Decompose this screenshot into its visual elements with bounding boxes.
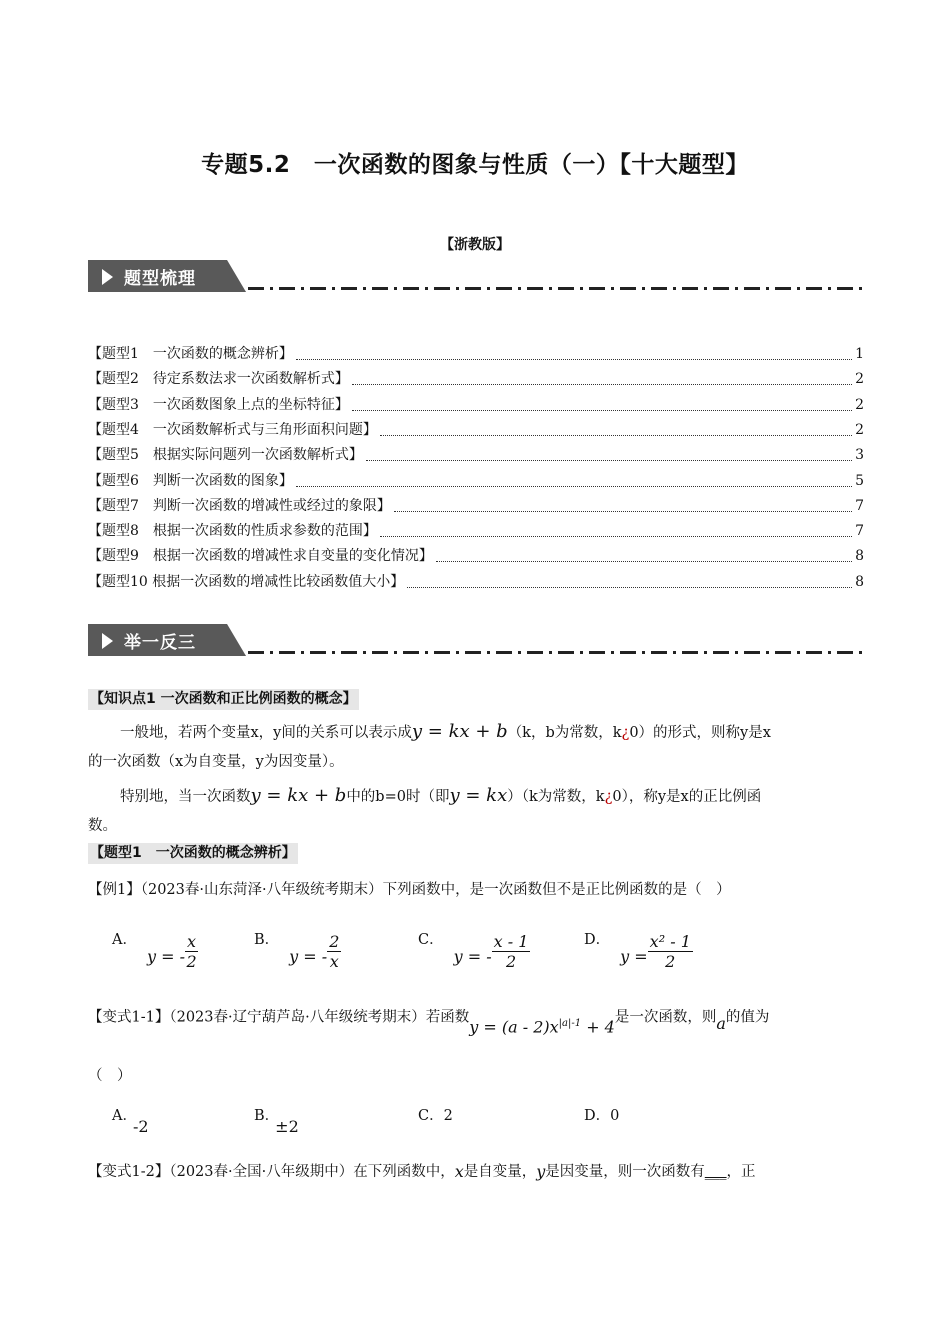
section-banner-examples — [88, 624, 864, 660]
toc-entry-label: 【题型8 根据一次函数的性质求参数的范围】 — [88, 523, 377, 540]
option-b[interactable]: B．±2 — [254, 1108, 299, 1136]
toc-entry-label: 【题型9 根据一次函数的增减性求自变量的变化情况】 — [88, 548, 433, 565]
toc-entry[interactable] — [88, 393, 864, 418]
play-triangle-icon — [102, 633, 113, 649]
dash-divider — [248, 287, 864, 290]
toc-entry[interactable] — [88, 418, 864, 443]
toc-page-number: 8 — [855, 573, 864, 590]
toc-leader-dots — [394, 511, 852, 512]
toc-leader-dots — [352, 384, 852, 385]
variant-1-1-question: 【变式1-1】（2023春·辽宁葫芦岛·八年级统考期末）若函数$y = (a - 2)x^{|a|-1} + 4$是一次函数，则a的值为 — [88, 1009, 770, 1037]
option-c[interactable]: C．2 — [418, 1108, 453, 1124]
toc-page-number: 8 — [855, 548, 864, 565]
toc-entry-label: 【题型6 判断一次函数的图象】 — [88, 472, 293, 489]
variant-1-1-paren: （ ） — [88, 1068, 132, 1084]
toc-page-number: 1 — [855, 346, 864, 362]
toc-entry[interactable] — [88, 544, 864, 569]
option-a[interactable]: A．-2 — [112, 1108, 149, 1136]
toc-entry-label: 【题型10 根据一次函数的增减性比较函数值大小】 — [88, 573, 405, 590]
knowledge-paragraph-2-cont: 数。 — [88, 818, 117, 834]
knowledge-paragraph-1: 一般地，若两个变量x，y间的关系可以表示成y = kx + b（k，b为常数，k¿0）的形式，则称y是x — [120, 721, 771, 742]
knowledge-point-heading: 【知识点1 一次函数和正比例函数的概念】 — [88, 689, 359, 710]
toc-leader-dots — [380, 435, 852, 436]
toc-entry[interactable] — [88, 367, 864, 392]
option-a[interactable]: A．y = - $\frac{x}{2}$ — [112, 932, 197, 971]
toc-entry-label: 【题型3 一次函数图象上点的坐标特征】 — [88, 396, 349, 413]
toc-entry-label: 【题型5 根据实际问题列一次函数解析式】 — [88, 447, 363, 464]
dash-divider — [248, 651, 864, 654]
toc-entry[interactable] — [88, 570, 864, 595]
banner-label: 举一反三 — [124, 633, 196, 653]
toc-leader-dots — [296, 359, 852, 360]
toc-page-number: 2 — [855, 421, 864, 438]
toc-leader-dots — [296, 486, 852, 487]
page-title: 专题5.2 一次函数的图象与性质（一）【十大题型】 — [201, 152, 749, 178]
option-b[interactable]: B．y = - $\frac{2}{x}$ — [254, 932, 340, 971]
option-d[interactable]: D．y = $\frac{\text{x² - 1}}{2}$ — [584, 932, 691, 971]
section-banner-question-types — [88, 260, 864, 296]
toc-leader-dots — [407, 587, 852, 588]
toc-page-number: 2 — [855, 371, 864, 388]
question-type-heading: 【题型1 一次函数的概念辨析】 — [88, 843, 298, 864]
toc-entry-label: 【题型1 一次函数的概念辨析】 — [88, 346, 293, 362]
toc-leader-dots — [436, 561, 852, 562]
knowledge-paragraph-1-cont: 的一次函数（x为自变量，y为因变量）。 — [88, 754, 344, 770]
toc-page-number: 2 — [855, 396, 864, 413]
toc-leader-dots — [366, 460, 852, 461]
toc-entry-label: 【题型7 判断一次函数的增减性或经过的象限】 — [88, 497, 391, 514]
toc-page-number: 5 — [855, 472, 864, 489]
banner-label: 题型梳理 — [124, 269, 196, 289]
toc-leader-dots — [352, 410, 852, 411]
option-d[interactable]: D．0 — [584, 1108, 620, 1124]
toc-page-number: 7 — [855, 497, 864, 514]
formula-linear: y = kx + b — [411, 721, 508, 742]
knowledge-paragraph-2: 特别地，当一次函数y = kx + b中的b=0时（即y = kx）（k为常数，k¿0），称y是x的正比例函 — [120, 785, 762, 806]
toc-page-number: 7 — [855, 523, 864, 540]
toc-entry-label: 【题型4 一次函数解析式与三角形面积问题】 — [88, 421, 377, 438]
option-c[interactable]: C．y = - $\frac{x - 1}{2}$ — [418, 932, 529, 971]
example-1-question: 【例1】（2023春·山东菏泽·八年级统考期末）下列函数中，是一次函数但不是正比例函数的是（ ） — [88, 882, 731, 898]
toc-entry[interactable] — [88, 469, 864, 494]
toc-entry[interactable] — [88, 519, 864, 544]
variant-1-2-question: 【变式1-2】（2023春·全国·八年级期中）在下列函数中，x是自变量，y是因变量，则一次函数有___，正 — [88, 1162, 756, 1181]
toc-entry[interactable] — [88, 342, 864, 367]
toc-entry[interactable] — [88, 443, 864, 468]
play-triangle-icon — [102, 269, 113, 285]
toc-leader-dots — [380, 536, 852, 537]
toc-entry[interactable] — [88, 494, 864, 519]
toc-entry-label: 【题型2 待定系数法求一次函数解析式】 — [88, 371, 349, 388]
edition-label: 【浙教版】 — [440, 237, 510, 253]
toc-page-number: 3 — [855, 447, 864, 464]
